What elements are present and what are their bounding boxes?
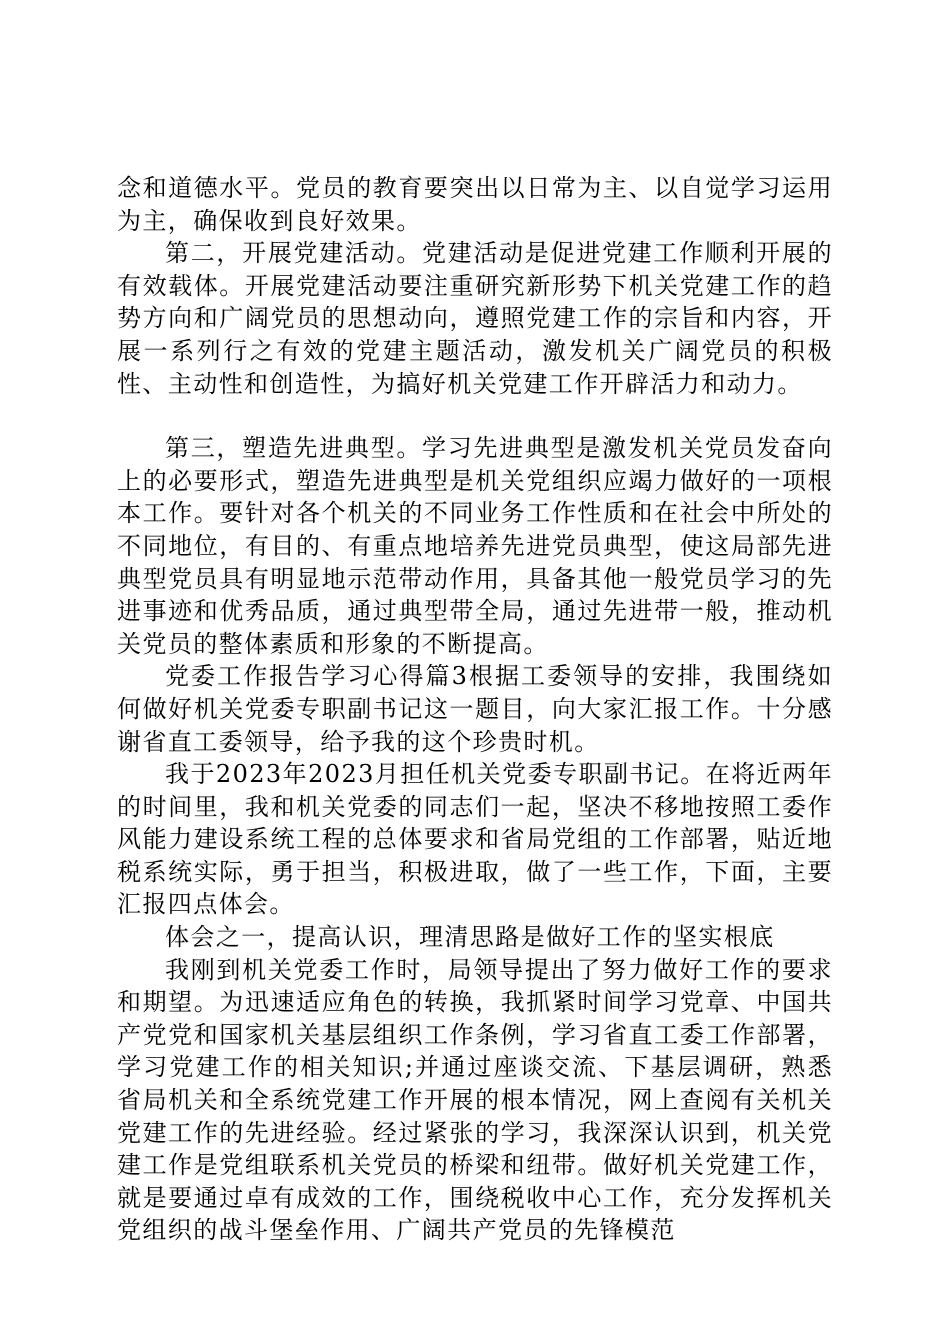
- paragraph-report-intro: 党委工作报告学习心得篇3根据工委领导的安排，我围绕如何做好机关党委专职副书记这一题目，向大家汇报工作。十分感谢省直工委领导，给予我的这个珍贵时机。: [117, 662, 833, 756]
- paragraph-heading-experience-one: 体会之一，提高认识，理清思路是做好工作的坚实根底: [165, 923, 775, 952]
- paragraph-party-activities: 第二，开展党建活动。党建活动是促进党建工作顺利开展的有效载体。开展党建活动要注重研究新形势下机关党建工作的趋势方向和广阔党员的思想动向，遵照党建工作的宗旨和内容，开展一系列行之有效的党建主题活动，激发机关广阔党员的积极性、主动性和创造性，为搞好机关党建工作开辟活力和动力。: [117, 239, 833, 398]
- document-body: [117, 172, 833, 1247]
- paragraph-appointment: 我于2023年2023月担任机关党委专职副书记。在将近两年的时间里，我和机关党委的同志们一起，坚决不移地按照工委作风能力建设系统工程的总体要求和省局党组的工作部署，贴近地税系统实际，勇于担当，积极进取，做了一些工作，下面，主要汇报四点体会。: [117, 760, 833, 919]
- paragraph-advanced-models: 第三，塑造先进典型。学习先进典型是激发机关党员发奋向上的必要形式，塑造先进典型是机关党组织应竭力做好的一项根本工作。要针对各个机关的不同业务工作性质和在社会中所处的不同地位，有目的、有重点地培养先进党员典型，使这局部先进典型党员具有明显地示范带动作用，具备其他一般党员学习的先进事迹和优秀品质，通过典型带全局，通过先进带一般，推动机关党员的整体素质和形象的不断提高。: [117, 434, 833, 658]
- paragraph-learning: 我刚到机关党委工作时，局领导提出了努力做好工作的要求和期望。为迅速适应角色的转换，我抓紧时间学习党章、中国共产党党和国家机关基层组织工作条例，学习省直工委工作部署，学习党建工作的相关知识;并通过座谈交流、下基层调研，熟悉省局机关和全系统党建工作开展的根本情况，网上查阅有关机关党建工作的先进经验。经过紧张的学习，我深深认识到，机关党建工作是党组联系机关党员的桥梁和纽带。做好机关党建工作，就是要通过卓有成效的工作，围绕税收中心工作，充分发挥机关党组织的战斗堡垒作用、广阔共产党员的先锋模范: [117, 955, 833, 1245]
- paragraph-continuation: 念和道德水平。党员的教育要突出以日常为主、以自觉学习运用为主，确保收到良好效果。: [117, 174, 833, 235]
